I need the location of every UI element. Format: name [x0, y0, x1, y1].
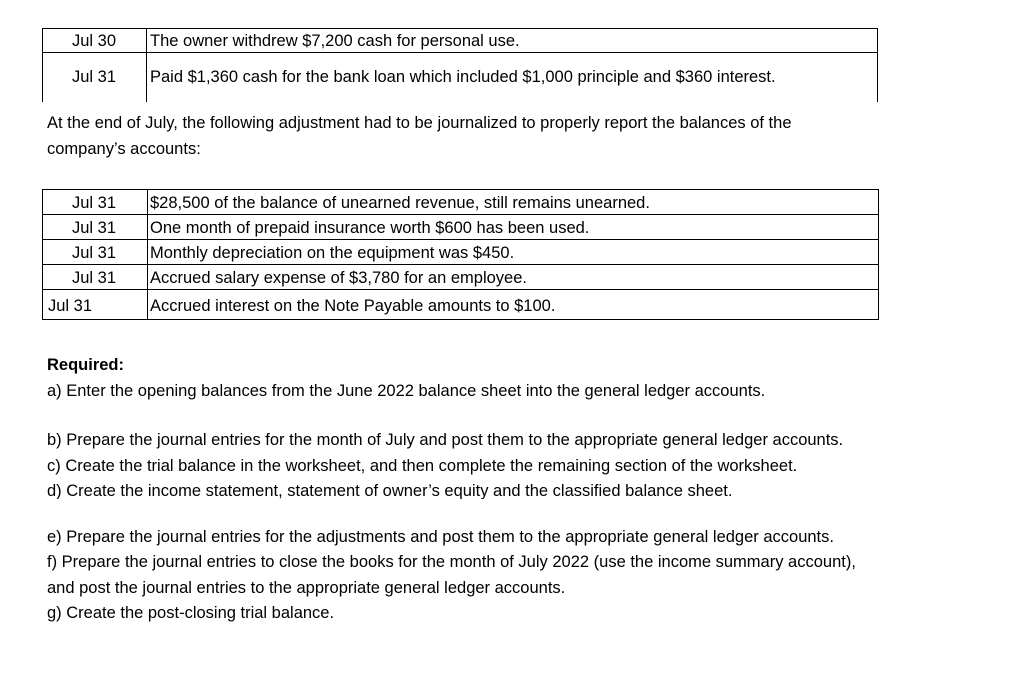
required-item-d: d) Create the income statement, statement of owner’s equity and the classified balance sheet. — [47, 482, 733, 499]
required-item-e: e) Prepare the journal entries for the adjustments and post them to the appropriate general ledger accounts. — [47, 528, 834, 546]
transaction-date: Jul 30 — [72, 32, 117, 50]
transactions-right-border — [877, 52, 878, 102]
adjustments-row-line — [43, 264, 878, 265]
transactions-left-border — [42, 52, 43, 102]
required-item-c: c) Create the trial balance in the worksheet, and then complete the remaining section of the worksheet. — [47, 457, 798, 475]
adjustment-text: Monthly depreciation on the equipment was $450. — [150, 244, 515, 262]
adjustment-text: $28,500 of the balance of unearned revenue, still remains unearned. — [150, 194, 650, 212]
transaction-text: Paid $1,360 cash for the bank loan which included $1,000 principle and $360 interest. — [150, 68, 776, 86]
adjustment-text: Accrued salary expense of $3,780 for an employee. — [150, 269, 527, 287]
required-item-f-line2: and post the journal entries to the appropriate general ledger accounts. — [47, 579, 566, 597]
transaction-text: The owner withdrew $7,200 cash for personal use. — [150, 32, 520, 50]
required-item-a: a) Enter the opening balances from the June 2022 balance sheet into the general ledger accounts. — [47, 382, 766, 400]
required-heading: Required: — [47, 356, 125, 374]
adjustment-text: Accrued interest on the Note Payable amounts to $100. — [150, 297, 556, 315]
adjustment-date: Jul 31 — [72, 244, 117, 262]
adjustment-intro-line2: company’s accounts: — [47, 140, 201, 158]
transaction-date: Jul 31 — [72, 68, 117, 86]
transactions-divider — [146, 28, 147, 102]
adjustment-intro-line1: At the end of July, the following adjustment had to be journalized to properly report the balances of the — [47, 114, 792, 132]
required-item-f-line1: f) Prepare the journal entries to close the books for the month of July 2022 (use the income summary account), — [47, 553, 856, 571]
adjustments-row-line — [43, 214, 878, 215]
adjustment-text: One month of prepaid insurance worth $600 has been used. — [150, 219, 590, 237]
adjustment-date: Jul 31 — [72, 269, 117, 287]
adjustment-date: Jul 31 — [72, 219, 117, 237]
adjustment-date: Jul 31 — [48, 297, 93, 315]
adjustments-row-line — [43, 239, 878, 240]
adjustments-row-line — [43, 289, 878, 290]
required-item-b: b) Prepare the journal entries for the month of July and post them to the appropriate general ledger accounts. — [47, 431, 844, 449]
adjustments-divider — [147, 190, 148, 319]
adjustment-date: Jul 31 — [72, 194, 117, 212]
required-item-g: g) Create the post-closing trial balance. — [47, 604, 335, 622]
